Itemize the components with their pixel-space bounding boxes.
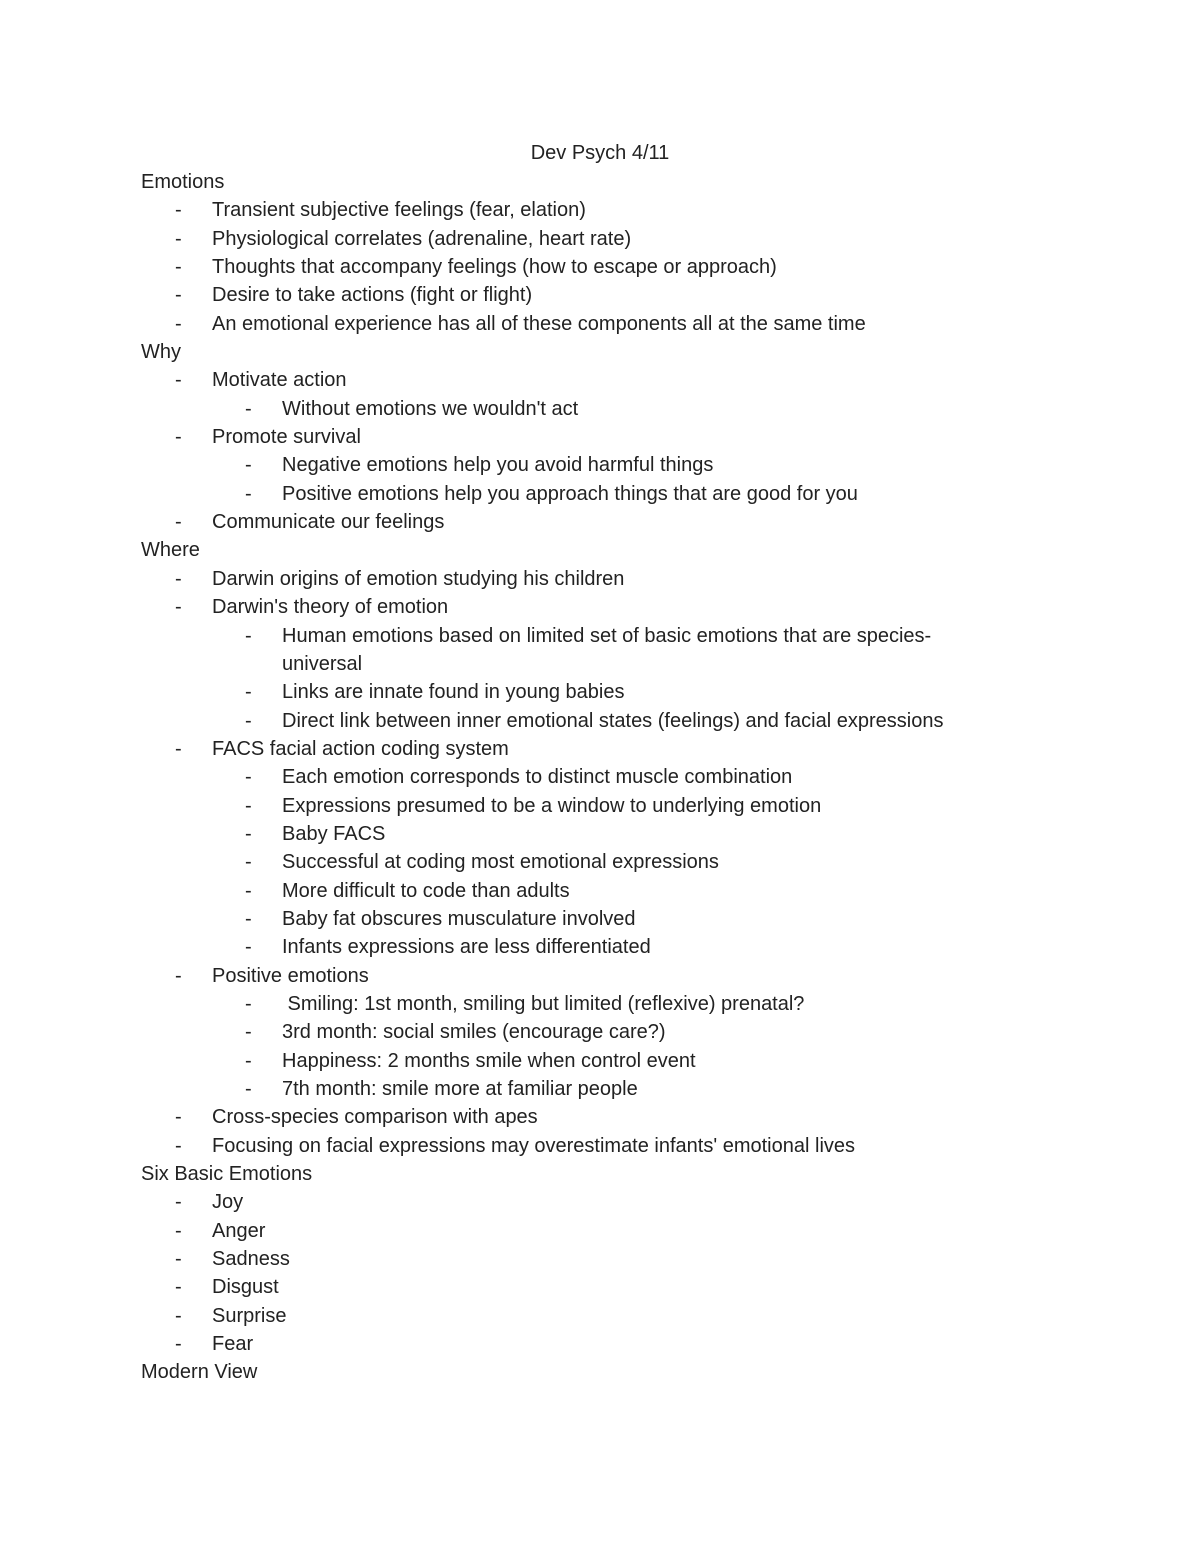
line-text: Six Basic Emotions [141,1163,313,1186]
sub-bullet-item [141,905,1141,933]
bullet-dash: - [175,1276,182,1299]
line-text: Surprise [212,1304,287,1327]
line-text: Sadness [212,1248,290,1271]
line-text: Modern View [141,1361,258,1384]
bullet-item [141,1330,1141,1358]
bullet-dash: - [175,1134,182,1157]
line-text: Disgust [212,1276,279,1299]
line-text: Positive emotions help you approach things that are good for you [282,482,858,505]
bullet-dash: - [175,964,182,987]
line-text: Fear [212,1333,254,1356]
bullet-item [141,423,1141,451]
line-text: Why [141,341,181,364]
sub-bullet-item [141,820,1141,848]
bullet-item [141,1103,1141,1131]
bullet-dash: - [245,454,252,477]
line-text: Expressions presumed to be a window to underlying emotion [282,794,822,817]
line-text: An emotional experience has all of these components all at the same time [212,312,866,335]
sub-bullet-item [141,792,1141,820]
line-text: Direct link between inner emotional states (feelings) and facial expressions [282,709,944,732]
section-heading [141,1358,1141,1386]
line-text: Baby fat obscures musculature involved [282,907,636,930]
bullet-dash: - [245,681,252,704]
bullet-dash: - [175,369,182,392]
bullet-dash: - [245,851,252,874]
line-text: Thoughts that accompany feelings (how to escape or approach) [212,256,777,279]
bullet-dash: - [245,822,252,845]
line-text: Physiological correlates (adrenaline, heart rate) [212,227,632,250]
sub-bullet-item [141,1047,1141,1075]
bullet-item [141,281,1141,309]
bullet-dash: - [175,737,182,760]
bullet-item [141,1273,1141,1301]
line-text: Motivate action [212,369,347,392]
sub-bullet-item [141,707,1141,735]
line-text: Negative emotions help you avoid harmful things [282,454,714,477]
bullet-dash: - [245,794,252,817]
bullet-dash: - [175,1304,182,1327]
line-text: FACS facial action coding system [212,737,509,760]
section-heading [141,1160,1141,1188]
bullet-item [141,565,1141,593]
bullet-item [141,1245,1141,1273]
bullet-item [141,508,1141,536]
sub-bullet-item [141,848,1141,876]
bullet-dash: - [175,284,182,307]
bullet-dash: - [175,1248,182,1271]
bullet-dash: - [175,567,182,590]
sub-bullet-item [141,877,1141,905]
bullet-dash: - [245,624,252,647]
sub-bullet-item [141,480,1141,508]
line-text: More difficult to code than adults [282,879,570,902]
sub-bullet-item [141,451,1141,479]
bullet-dash: - [175,1219,182,1242]
line-text: Infants expressions are less differentiated [282,936,651,959]
bullet-dash: - [245,766,252,789]
line-text: Darwin's theory of emotion [212,596,449,619]
bullet-item [141,366,1141,394]
bullet-dash: - [175,227,182,250]
bullet-dash: - [175,1333,182,1356]
line-text: Positive emotions [212,964,369,987]
bullet-item [141,1302,1141,1330]
bullet-item [141,1217,1141,1245]
bullet-dash: - [175,426,182,449]
sub-bullet-item [141,622,1141,650]
bullet-dash: - [175,511,182,534]
line-text: Anger [212,1219,266,1242]
bullet-item [141,735,1141,763]
line-text: Without emotions we wouldn't act [282,397,579,420]
line-text: Emotions [141,171,225,193]
sub-bullet-item [141,1018,1141,1046]
bullet-dash: - [245,907,252,930]
bullet-dash: - [245,992,252,1015]
sub-bullet-item [141,678,1141,706]
bullet-dash: - [175,1191,182,1214]
sub-bullet-item [141,933,1141,961]
line-text: Where [141,539,200,562]
line-text: Baby FACS [282,822,386,845]
bullet-item [141,593,1141,621]
line-text: 7th month: smile more at familiar people [282,1078,638,1100]
bullet-item [141,310,1141,338]
bullet-item [141,1188,1141,1216]
section-heading [141,536,1141,564]
bullet-dash: - [245,1078,252,1100]
bullet-dash: - [245,709,252,732]
bullet-item [141,225,1141,253]
document-title: Dev Psych 4/11 [530,142,670,164]
line-text: Joy [212,1191,244,1214]
bullet-item [141,1132,1141,1160]
sub-bullet-item [141,650,1141,678]
bullet-dash: - [245,879,252,902]
bullet-dash: - [175,312,182,335]
line-text: 3rd month: social smiles (encourage care?) [282,1021,666,1044]
sub-bullet-item [141,763,1141,791]
line-text: Links are innate found in young babies [282,681,625,704]
bullet-item [141,196,1141,224]
bullet-dash: - [175,256,182,279]
line-text: Transient subjective feelings (fear, elation) [212,199,586,222]
line-text: Communicate our feelings [212,511,445,534]
notes-body [141,168,1141,1387]
line-text: Focusing on facial expressions may overestimate infants' emotional lives [212,1134,856,1157]
section-heading [141,338,1141,366]
bullet-item [141,253,1141,281]
line-text: Each emotion corresponds to distinct muscle combination [282,766,793,789]
bullet-dash: - [245,936,252,959]
bullet-dash: - [175,596,182,619]
line-text: Successful at coding most emotional expressions [282,851,719,874]
section-heading [141,168,1141,196]
bullet-dash: - [245,482,252,505]
line-text: Human emotions based on limited set of basic emotions that are species- [282,624,932,647]
sub-bullet-item [141,990,1141,1018]
bullet-dash: - [245,397,252,420]
bullet-dash: - [175,199,182,222]
line-text: Desire to take actions (fight or flight) [212,284,533,307]
sub-bullet-item [141,1075,1141,1103]
bullet-dash: - [245,1021,252,1044]
line-text: Darwin origins of emotion studying his children [212,567,625,590]
line-text: Promote survival [212,426,361,449]
line-text: Smiling: 1st month, smiling but limited (reflexive) prenatal? [282,992,805,1015]
line-text: universal [282,652,363,675]
line-text: Cross-species comparison with apes [212,1106,538,1129]
bullet-dash: - [245,1049,252,1072]
bullet-dash: - [175,1106,182,1129]
sub-bullet-item [141,395,1141,423]
line-text: Happiness: 2 months smile when control event [282,1049,696,1072]
bullet-item [141,962,1141,990]
